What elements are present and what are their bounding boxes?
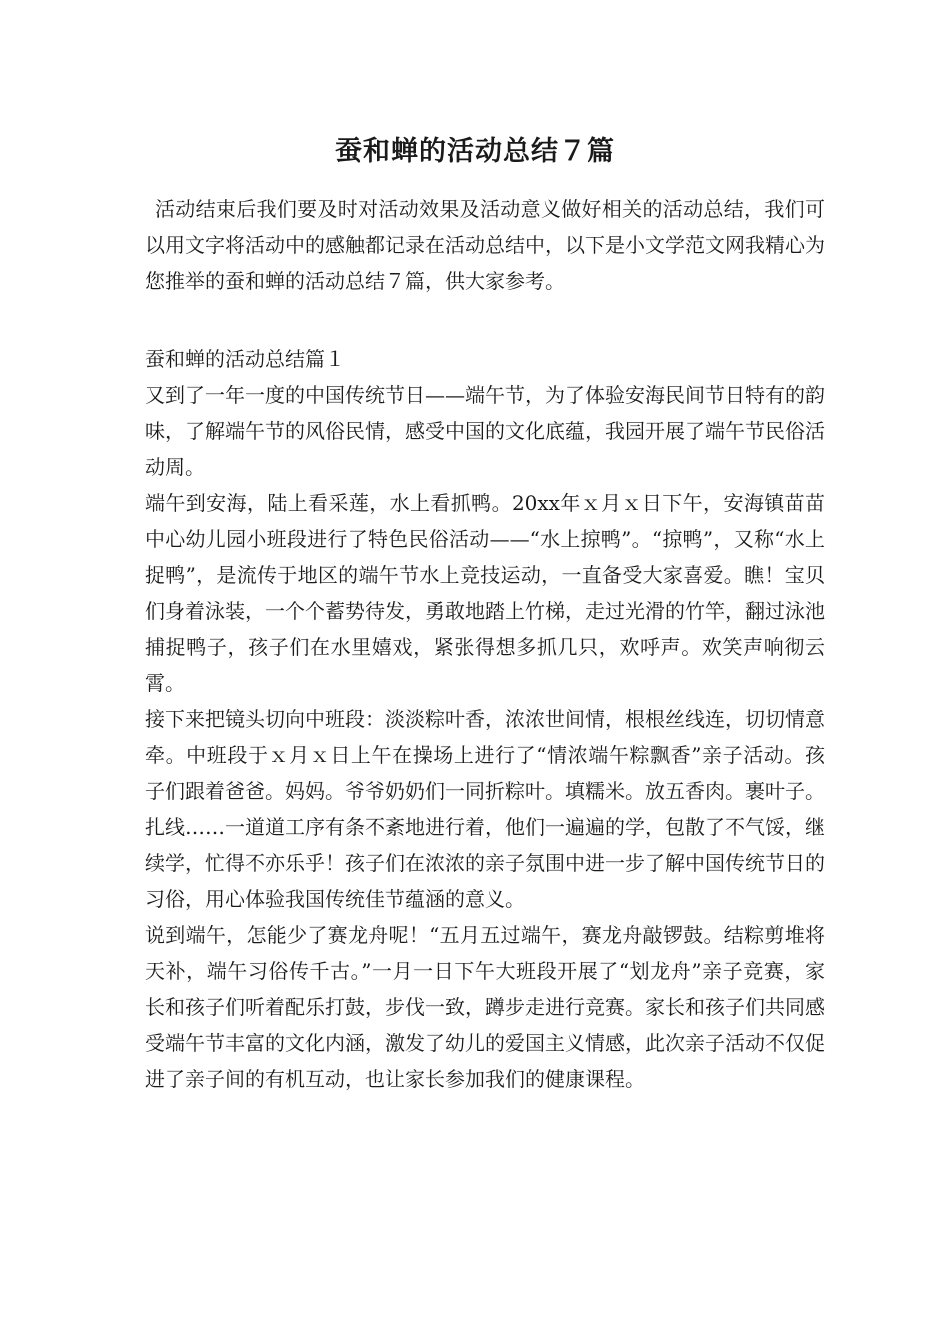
document-title: 蚕和蝉的活动总结７篇 <box>335 136 615 167</box>
intro-text: 活动结束后我们要及时对活动效果及活动意义做好相关的活动总结，我们可以用文字将活动中的感触都记录在活动总结中，以下是小文学范文网我精心为您推举的蚕和蝉的活动总结７篇，供大家参考。 <box>145 197 825 293</box>
section-1 <box>145 341 825 1097</box>
body-paragraph: 说到端午，怎能少了赛龙舟呢！“五月五过端午，赛龙舟敲锣鼓。结粽剪堆将天补，端午习俗传千古。”一月一日下午大班段开展了“划龙舟”亲子竞赛，家长和孩子们听着配乐打鼓，步伐一致，蹲步走进行竞赛。家长和孩子们共同感受端午节丰富的文化内涵，激发了幼儿的爱国主义情感，此次亲子活动不仅促进了亲子间的有机互动，也让家长参加我们的健康课程。 <box>145 923 825 1091</box>
body-paragraph: 端午到安海，陆上看采莲，水上看抓鸭。20xx年ｘ月ｘ日下午，安海镇苗苗中心幼儿园小班段进行了特色民俗活动——“水上掠鸭”。“掠鸭”，又称“水上捉鸭”，是流传于地区的端午节水上竞技运动，一直备受大家喜爱。瞧！宝贝们身着泳装，一个个蓄势待发，勇敢地踏上竹梯，走过光滑的竹竿，翻过泳池捕捉鸭子，孩子们在水里嬉戏，紧张得想多抓几只，欢呼声。欢笑声响彻云霄。 <box>145 491 825 695</box>
body-paragraph: 又到了一年一度的中国传统节日——端午节，为了体验安海民间节日特有的韵味，了解端午节的风俗民情，感受中国的文化底蕴，我园开展了端午节民俗活动周。 <box>145 383 825 479</box>
intro-paragraph <box>145 191 825 299</box>
body-paragraph: 接下来把镜头切向中班段：淡淡粽叶香，浓浓世间情，根根丝线连，切切情意牵。中班段于ｘ月ｘ日上午在操场上进行了“情浓端午粽飘香”亲子活动。孩子们跟着爸爸。妈妈。爷爷奶奶们一同折粽叶。填糯米。放五香肉。裹叶子。扎线……一道道工序有条不紊地进行着，他们一遍遍的学，包散了不气馁，继续学，忙得不亦乐乎！孩子们在浓浓的亲子氛围中进一步了解中国传统节日的习俗，用心体验我国传统佳节蕴涵的意义。 <box>145 707 825 911</box>
section-heading: 蚕和蝉的活动总结篇１ <box>145 347 345 371</box>
